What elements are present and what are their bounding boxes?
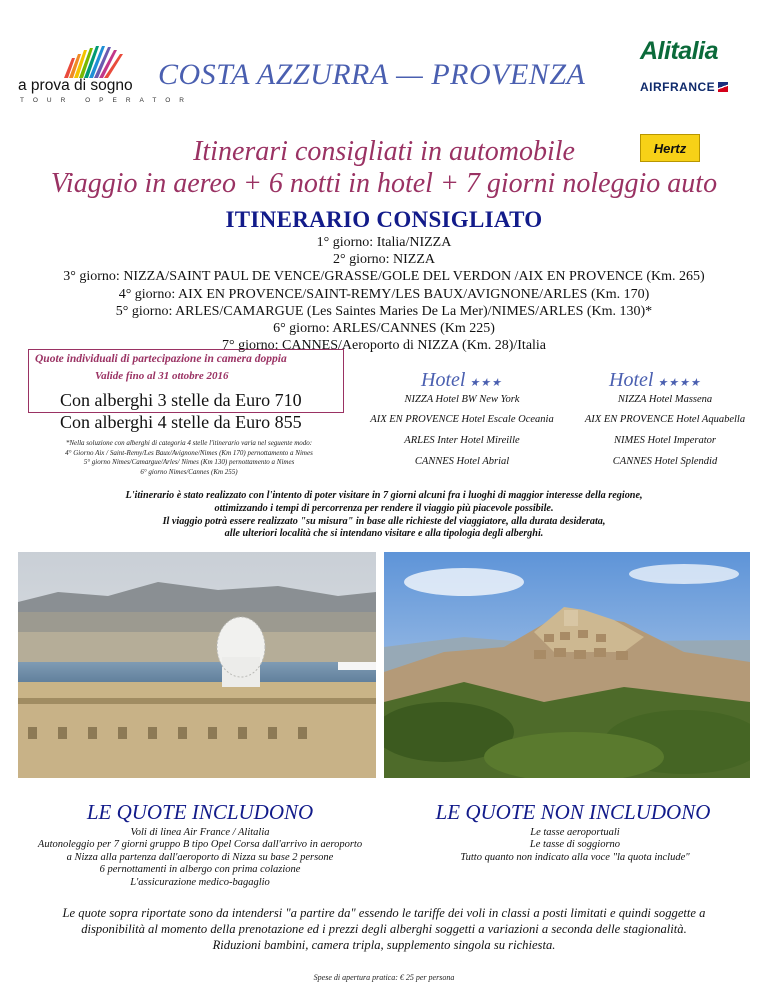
hotel-4-star-item: CANNES Hotel Splendid: [612, 456, 718, 467]
included-heading: LE QUOTE INCLUDONO: [86, 800, 314, 824]
included-item: Voli di linea Air France / Alitalia: [130, 827, 270, 838]
itinerary-description: [0, 490, 768, 541]
itinerary-day: 3° giorno: NIZZA/SAINT PAUL DE VENCE/GRASSE/GOLE DEL VERDON /AIX EN PROVENCE (Km. 265): [63, 269, 705, 285]
hotel-4-stars-heading: [609, 369, 701, 392]
included-item: L'assicurazione medico-bagaglio: [130, 876, 270, 888]
description-line: L'itinerario è stato realizzato con l'intento di poter visitare in 7 giorni alcuni fra i luoghi di maggior interesse della regione,: [125, 490, 643, 501]
hotel-3-star-item: ARLES Inter Hotel Mireille: [404, 435, 520, 446]
hotel-3-star-item: AIX EN PROVENCE Hotel Escale Oceania: [370, 414, 554, 425]
note-line: 5° giorno Nimes/Camargue/Arles/ Nimes (Km 130) pernottamento a Nimes: [83, 458, 295, 467]
not-included-list: [400, 827, 750, 864]
itinerary-day: 1° giorno: Italia/NIZZA: [316, 235, 452, 250]
included-item: a Nizza alla partenza dall'aeroporto di Nizza su base 2 persone: [66, 851, 334, 863]
airfrance-label: AIRFRANCE: [640, 80, 716, 94]
photo-antibes-sculpture: [18, 552, 376, 778]
booking-fee: Spese di apertura pratica: € 25 per persona: [313, 973, 455, 982]
note-line: 4° Giorno Aix / Saint-Remy/Les Baux/Avignone/Nimes (Km 170) pernottamento a Nimes: [65, 448, 313, 457]
not-included-item: Le tasse aeroportuali: [530, 827, 620, 838]
itinerary-day: 5° giorno: ARLES/CAMARGUE (Les Saintes Maries De La Mer)/NIMES/ARLES (Km. 130)*: [115, 303, 653, 319]
hotel-3-star-item: CANNES Hotel Abrial: [414, 456, 510, 467]
note-line: 6° giorno Nimes/Cannes (Km 255): [140, 467, 238, 476]
description-line: alle ulteriori località che si intendano visitare e alla tipologia degli alberghi.: [224, 528, 544, 540]
hotel-4-label: Hotel: [609, 369, 654, 391]
included-item: 6 pernottamenti in albergo con prima colazione: [99, 864, 301, 876]
star-icon: ★★★★: [657, 377, 701, 389]
terms-note: [0, 905, 768, 953]
included-list: [20, 827, 380, 889]
star-icon: ★★★: [469, 377, 503, 389]
logo-brand: a prova di sogno: [18, 77, 133, 94]
price-4-stars: Con alberghi 4 stelle da Euro 855: [60, 412, 302, 432]
itinerary-heading: ITINERARIO CONSIGLIATO: [225, 207, 543, 232]
logo-subtitle: TOUR OPERATOR: [20, 97, 193, 104]
terms-line: Le quote sopra riportate sono da intendersi "a partire da" essendo le tariffe dei voli in classi a posti limitati e quindi soggette a: [62, 906, 706, 920]
description-line: Il viaggio potrà essere realizzato "su misura" in base alle richieste del viaggiatore, alla durata desiderata,: [162, 515, 606, 527]
hotel-3-label: Hotel: [421, 369, 466, 391]
subtitle-itinerary: Itinerari consigliati in automobile: [193, 136, 575, 167]
quote-validity: Valide fino al 31 ottobre 2016: [95, 370, 229, 382]
airfrance-logo: [640, 80, 728, 94]
page-title: COSTA AZZURRA — PROVENZA: [158, 58, 586, 91]
not-included-heading: LE QUOTE NON INCLUDONO: [435, 800, 711, 824]
not-included-item: Tutto quanto non indicato alla voce "la quota include": [460, 851, 690, 863]
not-included-item: Le tasse di soggiorno: [529, 839, 621, 851]
quote-title: Quote individuali di partecipazione in camera doppia: [35, 353, 287, 365]
description-line: ottimizzando i tempi di percorrenza per rendere il viaggio più piacevole possibile.: [214, 502, 554, 514]
note-line: *Nella soluzione con alberghi di categoria 4 stelle l'itinerario varia nel seguente modo:: [65, 439, 313, 447]
hotel-4-star-item: NIZZA Hotel Massena: [617, 394, 713, 405]
itinerary-day: 7° giorno: CANNES/Aeroporto di NIZZA (Km. 28)/Italia: [221, 338, 547, 354]
itinerary-list: [0, 234, 768, 354]
alitalia-logo: Alitalia: [640, 37, 718, 65]
hotel-3-stars-heading: [421, 369, 502, 392]
price-3-stars: Con alberghi 3 stelle da Euro 710: [60, 390, 302, 410]
airfrance-stripe-icon: [718, 82, 728, 92]
itinerary-day: 4° giorno: AIX EN PROVENCE/SAINT-REMY/LES BAUX/AVIGNONE/ARLES (Km. 170): [118, 286, 650, 302]
terms-line: disponibilità al momento della prenotazione ed i prezzi degli alberghi soggetti a variazioni a seconda delle stagionalità.: [81, 922, 687, 936]
hotel-4-star-item: NIMES Hotel Imperator: [613, 435, 717, 446]
hotel-4-star-item: AIX EN PROVENCE Hotel Aquabella: [584, 414, 746, 425]
itinerary-variation-note: [28, 439, 350, 477]
itinerary-day: 2° giorno: NIZZA: [332, 252, 436, 268]
subtitle-package: Viaggio in aereo + 6 notti in hotel + 7 giorni noleggio auto: [50, 168, 718, 199]
tour-operator-logo: [14, 44, 193, 112]
hertz-logo: Hertz: [640, 134, 700, 162]
itinerary-day: 6° giorno: ARLES/CANNES (Km 225): [273, 321, 495, 337]
terms-line: Riduzioni bambini, camera tripla, supplemento singola su richiesta.: [212, 938, 556, 952]
hotel-3-star-item: NIZZA Hotel BW New York: [404, 394, 520, 405]
photo-provence-village: [384, 552, 750, 778]
included-item: Autonoleggio per 7 giorni gruppo B tipo Opel Corsa dall'arrivo in aeroporto: [37, 839, 363, 851]
